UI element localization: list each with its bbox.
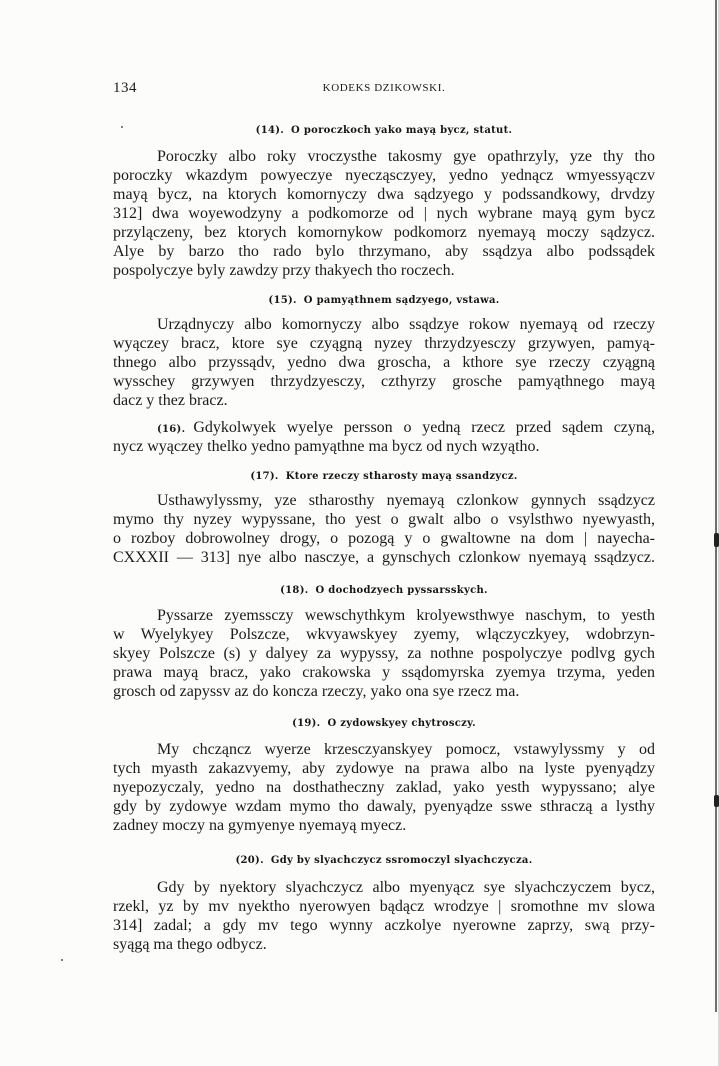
section-number: (18). (280, 585, 309, 596)
section-number: (19). (292, 718, 321, 729)
text-line: Urządnyczy albo komornyczy albo ssądzye rokow nyemayą od rzeczy (157, 316, 655, 333)
text-line: poroczky wkazdym powyeczye nyecząsczyey, yedno yednącz wmyessyączv (113, 167, 655, 184)
text-line: Pyssarze zyemssczy wewschythkym krolyewsthwye naschym, to yesth (157, 607, 655, 624)
section-heading (113, 291, 655, 310)
text-line: mymo thy nyzey wypyssane, tho yest o gwalt albo o vsylsthwo nyewyasth, (113, 511, 655, 528)
scan-blot (714, 795, 719, 807)
section-title: O pamyąthnem sądzyego, vstawa. (303, 295, 500, 306)
text-line: wysschey grzywyen thrzydzyesczy, czthyrzy grosche pamyąthnego mayą (113, 373, 655, 390)
section-number: (16). (157, 424, 186, 435)
scan-edge (715, 0, 717, 1012)
text-line: 314] zadal; a gdy mv tego wynny aczkolye nyerowne zaprzy, swą przy- (113, 917, 655, 934)
section-heading (113, 714, 655, 733)
section-number: (20). (235, 855, 264, 866)
scan-speck (61, 959, 63, 961)
text-line: Gdy by nyektory slyachczycz albo myenyącz sye slyachczyczem bycz, (157, 879, 655, 896)
text-line: My chcząncz wyerze krzesczyanskyey pomocz, vstawylyssmy y od (157, 741, 655, 758)
section-number: (15). (268, 295, 297, 306)
text-line: CXXXII — 313] nye albo nasczye, a gynschych czlonkow nyemayą ssądzycz. (113, 549, 655, 566)
text-line: mayą bycz, na ktorych komornyczy dwa sądzyego y podssandkowy, drvdzy (113, 186, 655, 203)
text-line: skyey Polszcze (s) y dalyey za wypyssy, za nothne pospolyczye podlvg gych (113, 645, 655, 662)
section-paragraph (113, 315, 655, 410)
section-title: O zydowskyey chytrosczy. (327, 718, 476, 729)
text-line: o rozboy dobrowolney drogy, o pozogą y o gwaltowne na dom | nayecha- (113, 530, 655, 547)
text-line: pospolyczye byly zawdzy przy thakyech tho roczech. (113, 262, 455, 279)
section-paragraph (113, 147, 655, 280)
text-line: tych myasth zakazvyemy, aby zydowye na prawa albo na lyste pyenyądzy (113, 760, 655, 777)
section-heading (113, 121, 655, 140)
text-line: Alye by barzo tho rado bylo thrzymano, aby ssądzya albo podssądek (113, 243, 655, 260)
section-number: (14). (255, 125, 285, 136)
section-heading (113, 851, 655, 870)
page-number: 134 (113, 80, 137, 96)
text-line (113, 418, 655, 437)
section-paragraph (113, 418, 655, 456)
text-line: przylączeny, bez ktorych komornykow podkomorz nyemayą moczy sądzycz. (113, 224, 655, 241)
text-line: prawa mayą bracz, yako crakowska y ssądomyrska zyemya trzyma, yeden (113, 664, 655, 681)
text-line: Usthawylyssmy, yze stharosthy nyemayą czlonkow gynnych ssądzycz (157, 492, 655, 509)
section-paragraph (113, 740, 655, 835)
text-line: thnego albo przyssądv, yedno dwa groscha, a kthore sye rzeczy czyągną (113, 354, 655, 371)
section-title: Ktore rzeczy stharosty mayą ssandzycz. (285, 471, 518, 482)
text-line: dacz y thez bracz. (113, 392, 228, 409)
section-title: O dochodzyech pyssarsskych. (315, 585, 488, 596)
section-paragraph (113, 878, 655, 954)
section-number: (17). (250, 471, 279, 482)
scan-blot (714, 533, 719, 547)
line-text: Gdykolwyek wyelye persson o yedną rzecz przed sądem czyną, (193, 419, 655, 436)
text-line: grosch od zapyssv az do koncza rzeczy, yako ona sye rzecz ma. (113, 683, 520, 700)
text-line: 312] dwa woyewodzyny a podkomorze od | nych wybrane mayą gym bycz (113, 205, 655, 222)
text-line: nyepozyczaly, yedno na dosthatheczny zaklad, yako yesth wypyssano; alye (113, 779, 655, 796)
section-title: O poroczkoch yako mayą bycz, statut. (291, 125, 513, 136)
text-line: syągą ma thego odbycz. (113, 936, 267, 953)
text-line: Poroczky albo roky vroczysthe takosmy gye opathrzyly, yze thy tho (157, 148, 655, 165)
text-line: wyączey bracz, ktore sye czyągną nyzey thrzydzyesczy grzywyen, pamyą- (113, 335, 655, 352)
section-heading (113, 467, 655, 486)
text-line: gdy by zydowye wzdam mymo tho dawaly, pyenyądze sswe sthraczą a lysthy (113, 798, 655, 815)
running-title: KODEKS DZIKOWSKI. (322, 82, 446, 94)
text-line: zadney moczy na gymyenye nyemayą myecz. (113, 817, 407, 834)
section-paragraph (113, 606, 655, 701)
section-title: Gdy by slyachczycz ssromoczyl slyachczycza. (270, 855, 533, 866)
text-line: nycz wyączey thelko yedno pamyąthne ma bycz od nych wzyątho. (113, 438, 540, 455)
text-line: w Wyelykyey Polszcze, wkvyawskyey zyemy, wlączyczkyey, wdobrzyn- (113, 626, 655, 643)
section-paragraph (113, 491, 655, 567)
section-heading (113, 581, 655, 600)
running-header (113, 79, 655, 98)
text-line: rzekl, yz by mv nyektho nyerowyen bądącz wrodzye | sromothne mv slowa (113, 898, 655, 915)
